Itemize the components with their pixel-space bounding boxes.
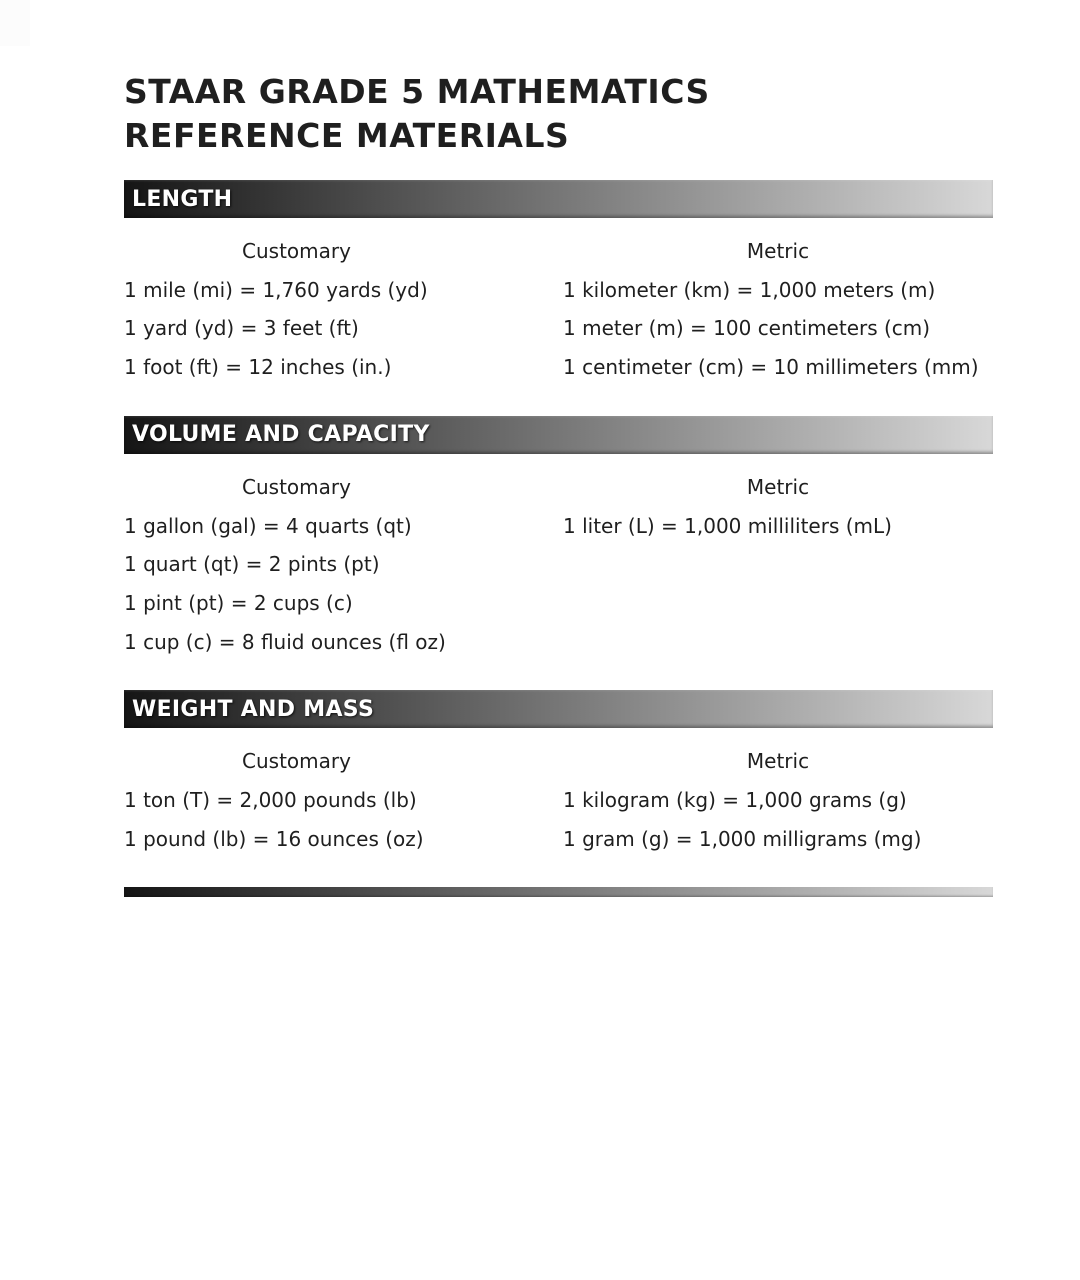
weight-metric-column <box>563 742 993 858</box>
conversion-row: 1 ton (T) = 2,000 pounds (lb) <box>124 788 417 813</box>
section-body-volume-and-capacity <box>124 468 993 662</box>
conversion-row: 1 gram (g) = 1,000 milligrams (mg) <box>563 826 922 851</box>
bottom-divider-rule <box>124 887 993 897</box>
volume-metric-column <box>563 468 993 662</box>
section-header-length <box>124 180 993 218</box>
column-header-customary: Customary <box>242 239 351 263</box>
conversion-row: 1 kilometer (km) = 1,000 meters (m) <box>563 277 936 302</box>
section-header-volume-and-capacity <box>124 416 993 454</box>
page-title <box>124 0 993 158</box>
conversion-row: 1 mile (mi) = 1,760 yards (yd) <box>124 277 428 302</box>
section-body-weight-and-mass <box>124 742 993 858</box>
conversion-row: 1 liter (L) = 1,000 milliliters (mL) <box>563 513 892 538</box>
conversion-row: 1 quart (qt) = 2 pints (pt) <box>124 552 380 577</box>
section-header-weight-and-mass <box>124 690 993 728</box>
weight-customary-column <box>124 742 469 858</box>
page-title-line2: REFERENCE MATERIALS <box>124 116 570 155</box>
section-header-weight-label: WEIGHT AND MASS <box>132 696 375 722</box>
section-header-volume-label: VOLUME AND CAPACITY <box>132 422 430 448</box>
conversion-row: 1 pound (lb) = 16 ounces (oz) <box>124 826 424 851</box>
conversion-row: 1 kilogram (kg) = 1,000 grams (g) <box>563 788 907 813</box>
conversion-row: 1 foot (ft) = 12 inches (in.) <box>124 355 392 380</box>
conversion-row: 1 centimeter (cm) = 10 millimeters (mm) <box>563 355 979 380</box>
volume-customary-column <box>124 468 469 662</box>
conversion-row: 1 meter (m) = 100 centimeters (cm) <box>563 316 931 341</box>
page-title-line1: STAAR GRADE 5 MATHEMATICS <box>124 72 710 111</box>
section-body-length <box>124 232 993 387</box>
column-header-customary: Customary <box>242 749 351 774</box>
conversion-row: 1 pint (pt) = 2 cups (c) <box>124 590 353 615</box>
conversion-row: 1 gallon (gal) = 4 quarts (qt) <box>124 513 412 538</box>
column-header-metric: Metric <box>746 474 810 499</box>
page-content <box>124 0 993 897</box>
conversion-row: 1 yard (yd) = 3 feet (ft) <box>124 316 359 341</box>
section-header-length-label: LENGTH <box>132 186 233 212</box>
column-header-metric: Metric <box>746 749 810 774</box>
conversion-row: 1 cup (c) = 8 fluid ounces (fl oz) <box>124 629 446 654</box>
length-metric-column <box>563 232 993 387</box>
length-customary-column <box>124 232 469 387</box>
column-header-customary: Customary <box>242 474 351 499</box>
column-header-metric: Metric <box>746 239 810 263</box>
scan-corner-artifact <box>0 0 30 46</box>
